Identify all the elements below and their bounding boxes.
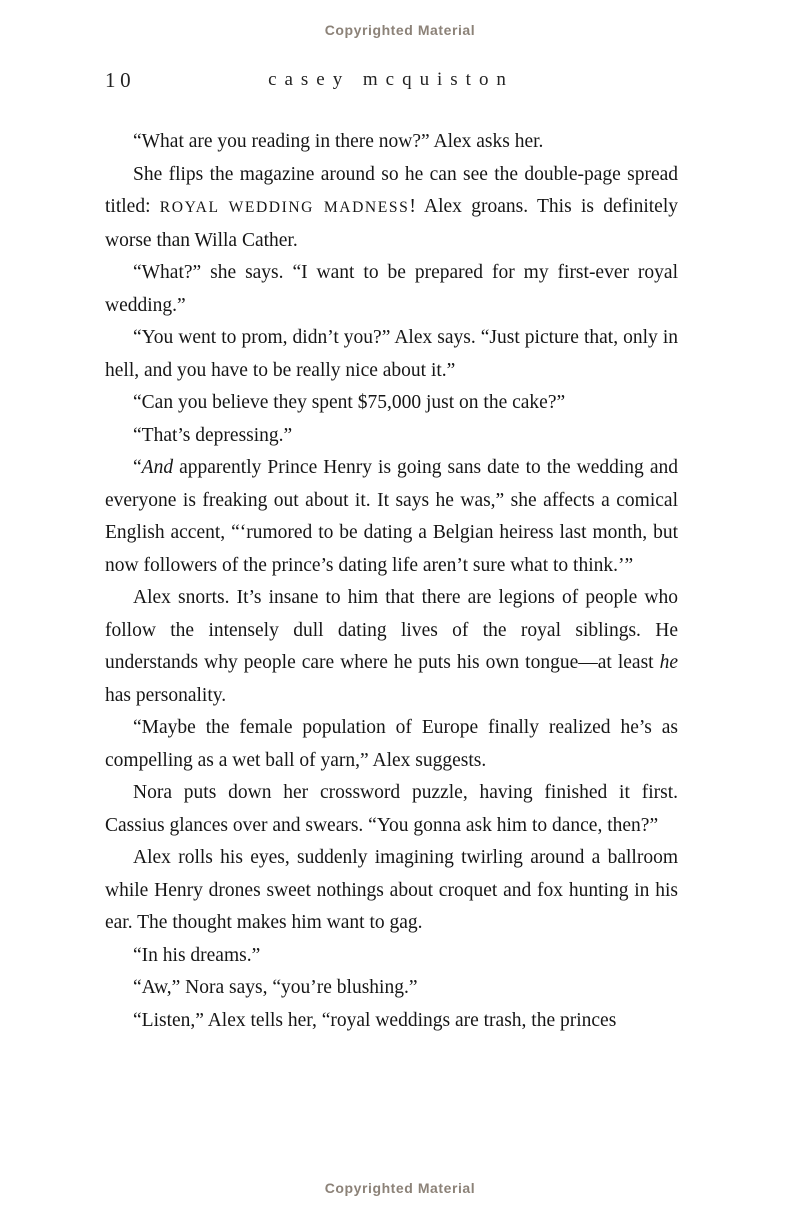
text-segment: “That’s depressing.” [133, 424, 293, 446]
page-header [105, 68, 677, 98]
paragraph [105, 387, 678, 420]
paragraph [105, 452, 678, 582]
paragraph [105, 842, 678, 940]
text-segment-italic: And [141, 457, 174, 478]
text-segment: “What are you reading in there now?” Alex asks her. [133, 131, 544, 152]
text-segment: “You went to prom, didn’t you?” Alex says. “Just picture that, only in hell, and you have to be really nice about it.” [105, 327, 678, 381]
text-segment: “Maybe the female population of Europe finally realized he’s as compelling as a wet ball of yarn,” Alex suggests. [105, 717, 678, 771]
text-segment: apparently Prince Henry is going sans date to the wedding and everyone is freaking out about it. It says he was,” she affects a comical English accent, “‘rumored to be dating a Belgian heiress last month, but now followers of the prince’s dating life aren’t sure what to think.’” [105, 457, 678, 576]
text-segment: She flips the magazine around so he can see the double-page spread titled: [105, 163, 678, 217]
text-segment: “In his dreams.” [133, 944, 261, 966]
text-segment: “Aw,” Nora says, “you’re blushing.” [133, 977, 418, 998]
text-segment: “Can you believe they spent $75,000 just on the cake?” [133, 392, 566, 413]
paragraph [105, 582, 678, 712]
text-segment: Nora puts down her crossword puzzle, having finished it first. Cassius glances over and swears. “You gonna ask him to dance, then?” [105, 782, 678, 836]
text-segment: Alex rolls his eyes, suddenly imagining twirling around a ballroom while Henry drones sweet nothings about croquet and fox hunting in his ear. The thought makes him want to gag. [105, 847, 678, 933]
paragraph [105, 712, 678, 777]
paragraph [105, 159, 678, 258]
copyright-notice-top: Copyrighted Material [324, 22, 476, 38]
text-segment: “ [133, 457, 142, 478]
paragraph [105, 322, 678, 387]
paragraph [105, 972, 678, 1005]
text-segment-smallcaps: ROYAL WEDDING MADNESS [159, 199, 410, 216]
text-segment: ! Alex groans. This is definitely worse than Willa Cather. [105, 196, 678, 251]
paragraph [105, 420, 678, 453]
paragraph [105, 777, 678, 842]
paragraph [105, 1005, 678, 1038]
running-head-author: casey mcquiston [268, 69, 514, 90]
text-segment-italic: he [659, 652, 678, 673]
body-text [105, 126, 678, 1037]
text-segment: Alex snorts. It’s insane to him that there are legions of people who follow the intensely dull dating lives of the royal siblings. He understands why people care where he puts his own tongue—at least [105, 587, 678, 673]
text-segment: “What?” she says. “I want to be prepared for my first-ever royal wedding.” [105, 262, 678, 316]
paragraph [105, 257, 678, 322]
page-number: 10 [105, 68, 136, 92]
text-segment: has personality. [105, 684, 227, 706]
paragraph [105, 940, 678, 973]
text-segment: “Listen,” Alex tells her, “royal weddings are trash, the princes [133, 1009, 617, 1031]
copyright-notice-bottom: Copyrighted Material [324, 1180, 476, 1196]
paragraph [105, 126, 678, 159]
